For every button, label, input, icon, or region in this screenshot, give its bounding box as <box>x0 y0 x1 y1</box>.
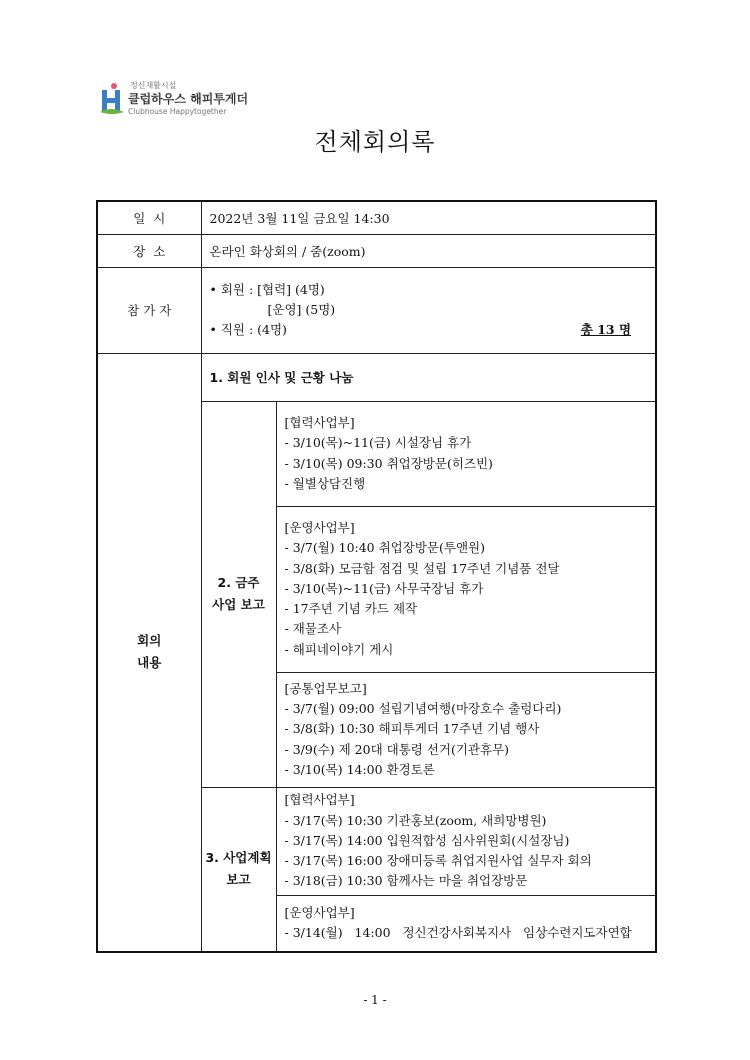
section2-operation-block <box>276 506 656 672</box>
clubhouse-h-logo-icon <box>98 82 126 116</box>
block-line: [운영사업부] <box>284 519 355 535</box>
block-line: [협력사업부] <box>284 792 355 808</box>
section3-label <box>201 787 276 952</box>
block-line: [운영사업부] <box>284 904 355 920</box>
logo-small-text: 정신재활시설 <box>130 81 177 90</box>
block-line: [공통업무보고] <box>284 680 367 696</box>
attendees-total: 총 13 명 <box>580 322 632 338</box>
section1-title: 1. 회원 인사 및 근황 나눔 <box>201 353 656 401</box>
attendees-member-line: • 회원 : [협력] (4명) <box>209 281 325 297</box>
content-label-text: 회의 내용 <box>137 633 162 671</box>
block-line: [협력사업부] <box>284 414 355 430</box>
block-line: - 3/14(월) 14:00 정신건강사회복지사 임상수련지도자연합 <box>284 925 632 941</box>
date-value: 2022년 3월 11일 금요일 14:30 <box>201 201 656 234</box>
attendees-operation-line: [운영] (5명) <box>267 301 336 317</box>
place-value: 온라인 화상회의 / 줌(zoom) <box>201 234 656 267</box>
block-line: - 3/18(금) 10:30 함께사는 마을 취업장방문 <box>284 873 528 889</box>
page-number: - 1 - <box>363 993 387 1007</box>
clubhouse-logo <box>98 80 258 120</box>
block-line: - 해피네이야기 게시 <box>284 641 394 657</box>
block-line: - 3/10(목)~11(금) 사무국장님 휴가 <box>284 580 484 596</box>
attendees-staff-line <box>210 320 656 340</box>
section2-cooperation-block <box>276 401 656 506</box>
section2-label <box>201 401 276 787</box>
date-row <box>97 201 656 234</box>
section3-operation-block <box>276 895 656 952</box>
section1-row <box>97 353 656 401</box>
logo-main-text: 클럽하우스 해피투게더 <box>128 92 249 106</box>
block-line: - 재물조사 <box>284 621 341 637</box>
date-label: 일 시 <box>97 201 201 234</box>
attendees-staff-text: • 직원 : (4명) <box>209 322 287 338</box>
block-line: - 3/7(월) 09:00 설립기념여행(마장호수 출렁다리) <box>284 701 562 717</box>
block-line: - 3/17(목) 10:30 기관홍보(zoom, 새희망병원) <box>284 812 547 828</box>
page-title: 전체회의록 <box>314 128 436 156</box>
section2-label-text: 2. 금주 사업 보고 <box>212 575 265 612</box>
content-label <box>97 353 201 952</box>
section3-label-text: 3. 사업계획 보고 <box>205 850 272 888</box>
block-line: - 3/10(목) 14:00 환경토론 <box>284 761 435 777</box>
attendees-row <box>97 267 656 353</box>
place-row <box>97 234 656 267</box>
block-line: - 월별상담진행 <box>284 475 366 491</box>
section2-common-block <box>276 672 656 787</box>
section3-cooperation-block <box>276 787 656 895</box>
block-line: - 3/17(목) 14:00 입원적합성 심사위원회(시설장님) <box>284 832 570 848</box>
block-line: - 17주년 기념 카드 제작 <box>284 601 418 617</box>
block-line: - 3/17(목) 16:00 장애미등록 취업지원사업 실무자 회의 <box>284 853 592 869</box>
block-line: - 3/9(수) 제 20대 대통령 선거(기관휴무) <box>284 741 510 757</box>
attendees-label: 참 가 자 <box>97 267 201 353</box>
minutes-table <box>96 200 657 953</box>
attendees-value <box>201 267 656 353</box>
block-line: - 3/10(목)~11(금) 시설장님 휴가 <box>284 435 472 451</box>
block-line: - 3/7(월) 10:40 취업장방문(투앤원) <box>284 540 485 556</box>
block-line: - 3/8(화) 10:30 해피투게더 17주년 기념 행사 <box>284 721 540 737</box>
block-line: - 3/8(화) 모금함 점검 및 설립 17주년 기념품 전달 <box>284 560 560 576</box>
place-label: 장 소 <box>97 234 201 267</box>
logo-english-text: Clubhouse Happytogether <box>128 107 227 116</box>
block-line: - 3/10(목) 09:30 취업장방문(히즈빈) <box>284 455 493 471</box>
